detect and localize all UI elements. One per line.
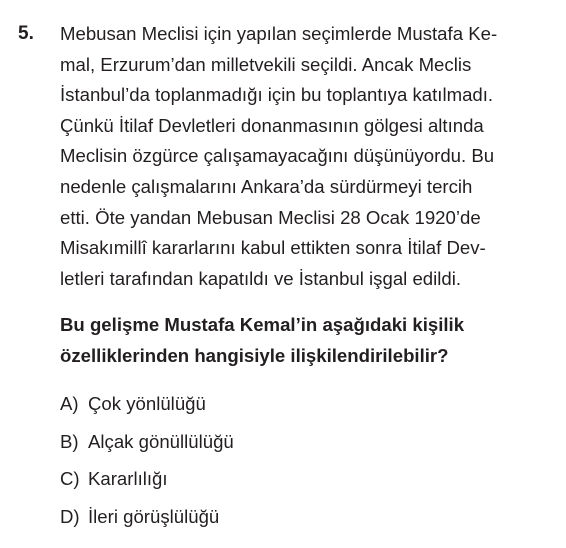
passage-line: etti. Öte yandan Mebusan Meclisi 28 Ocak 1920’de: [60, 206, 481, 228]
passage-line: Meclisin özgürce çalışamayacağını düşünüyordu. Bu: [60, 145, 495, 167]
prompt-line: özelliklerinden hangisiyle ilişkilendirilebilir?: [60, 344, 449, 366]
passage-line: Misakımillî kararlarını kabul ettikten sonra İtilaf Dev-: [60, 237, 486, 259]
option-text: Kararlılığı: [88, 468, 168, 489]
passage-line: İstanbul’da toplanmadığı için bu toplantıya katılmadı.: [60, 84, 494, 106]
passage-line: Mebusan Meclisi için yapılan seçimlerde Mustafa Ke-: [60, 23, 498, 44]
option-a[interactable]: [60, 385, 234, 423]
option-d[interactable]: [60, 498, 234, 536]
option-text: İleri görüşlülüğü: [88, 505, 220, 527]
option-text: Çok yönlülüğü: [88, 393, 206, 414]
answer-options: [60, 385, 234, 535]
prompt-line: Bu gelişme Mustafa Kemal’in aşağıdaki kişilik: [60, 314, 465, 335]
question-number: 5.: [18, 23, 34, 44]
passage-line: letleri tarafından kapatıldı ve İstanbul işgal edildi.: [60, 267, 462, 289]
passage-line: nedenle çalışmalarını Ankara’da sürdürmeyi tercih: [60, 175, 473, 197]
option-c[interactable]: [60, 460, 234, 498]
question-prompt: [60, 310, 464, 371]
question-passage: [60, 19, 560, 294]
option-b[interactable]: [60, 423, 234, 461]
option-letter: D): [60, 505, 80, 527]
passage-line: Çünkü İtilaf Devletleri donanmasının gölgesi altında: [60, 114, 484, 136]
option-text: Alçak gönüllülüğü: [88, 430, 234, 452]
option-letter: A): [60, 393, 79, 414]
option-letter: C): [60, 468, 80, 489]
passage-line: mal, Erzurum’dan milletvekili seçildi. Ancak Meclis: [60, 53, 472, 75]
option-letter: B): [60, 430, 79, 452]
